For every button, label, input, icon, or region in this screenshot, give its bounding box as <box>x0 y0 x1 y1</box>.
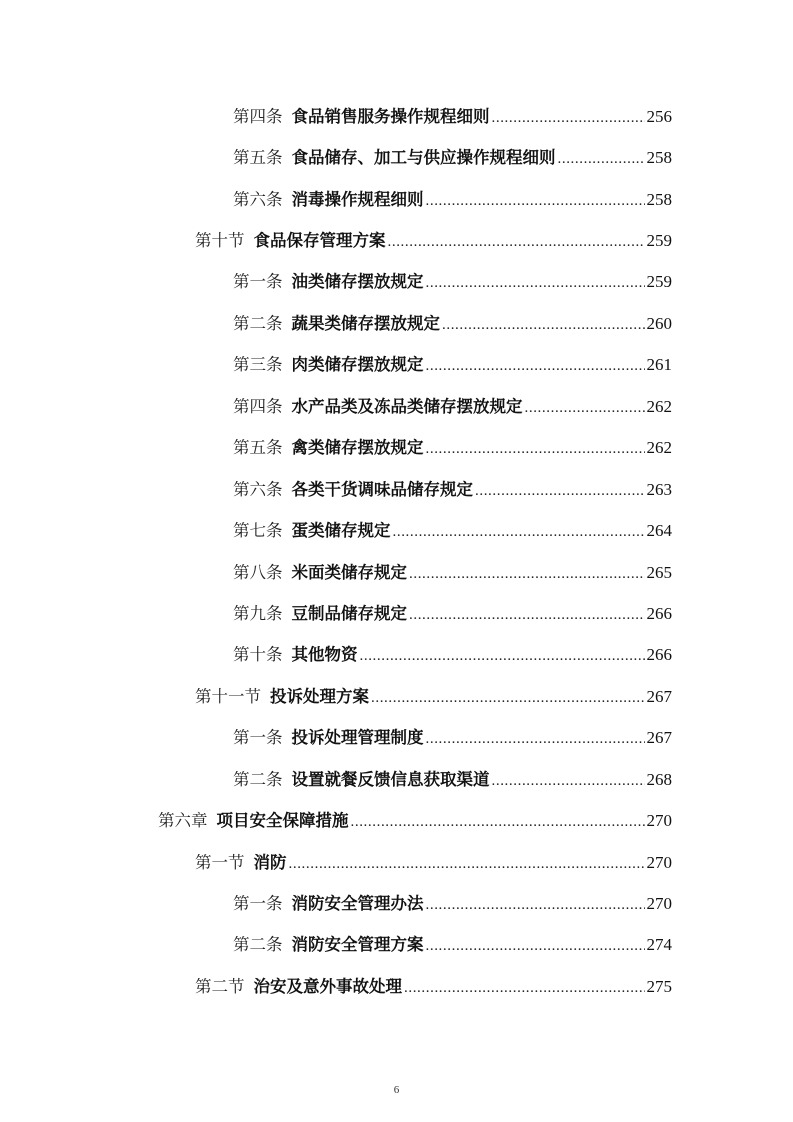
dot-leader <box>475 483 645 500</box>
entry-title: 食品销售服务操作规程细则 <box>291 106 490 126</box>
dot-leader <box>426 358 645 375</box>
toc-entry[interactable] <box>0 260 793 301</box>
entry-page: 260 <box>646 313 672 333</box>
entry-number: 第一节 <box>195 852 245 872</box>
entry-title: 消防 <box>253 852 287 872</box>
entry-number: 第五条 <box>233 148 283 168</box>
entry-number: 第二条 <box>233 935 283 955</box>
dot-leader <box>426 731 645 748</box>
entry-number: 第五条 <box>233 438 283 458</box>
entry-page: 262 <box>646 438 672 458</box>
dot-leader <box>426 275 645 292</box>
entry-title: 米面类储存规定 <box>291 562 407 582</box>
toc-entry[interactable] <box>0 177 793 218</box>
entry-number: 第二节 <box>195 976 245 996</box>
dot-leader <box>351 814 645 831</box>
entry-page: 274 <box>646 935 672 955</box>
dot-leader <box>442 317 645 334</box>
dot-leader <box>426 441 645 458</box>
entry-page: 264 <box>646 521 672 541</box>
entry-title: 蛋类储存规定 <box>291 521 391 541</box>
toc-entry[interactable] <box>0 301 793 342</box>
entry-page: 266 <box>646 603 672 623</box>
entry-page: 266 <box>646 645 672 665</box>
entry-page: 270 <box>646 852 672 872</box>
entry-title: 食品保存管理方案 <box>253 231 386 251</box>
entry-number: 第六章 <box>158 811 208 831</box>
entry-page: 258 <box>646 148 672 168</box>
toc-entry[interactable] <box>0 881 793 922</box>
dot-leader <box>360 648 645 665</box>
entry-title: 蔬果类储存摆放规定 <box>291 313 440 333</box>
dot-leader <box>426 938 645 955</box>
toc-entry[interactable] <box>0 343 793 384</box>
entry-page: 270 <box>646 811 672 831</box>
dot-leader <box>393 524 645 541</box>
entry-page: 275 <box>646 976 672 996</box>
toc-entry[interactable] <box>0 550 793 591</box>
entry-title: 治安及意外事故处理 <box>253 976 402 996</box>
entry-number: 第六条 <box>233 189 283 209</box>
entry-number: 第一条 <box>233 272 283 292</box>
entry-number: 第二条 <box>233 769 283 789</box>
entry-page: 258 <box>646 189 672 209</box>
entry-page: 265 <box>646 562 672 582</box>
entry-number: 第六条 <box>233 479 283 499</box>
entry-page: 262 <box>646 396 672 416</box>
dot-leader <box>371 690 645 707</box>
toc-entry[interactable] <box>0 591 793 632</box>
dot-leader <box>525 400 645 417</box>
entry-number: 第一条 <box>233 894 283 914</box>
dot-leader <box>492 110 645 127</box>
entry-title: 豆制品储存规定 <box>291 603 407 623</box>
entry-page: 270 <box>646 894 672 914</box>
entry-number: 第九条 <box>233 603 283 623</box>
dot-leader <box>289 856 645 873</box>
toc-entry[interactable] <box>0 674 793 715</box>
toc-entry[interactable] <box>0 964 793 1005</box>
entry-number: 第八条 <box>233 562 283 582</box>
entry-title: 消毒操作规程细则 <box>291 189 424 209</box>
entry-page: 263 <box>646 479 672 499</box>
entry-page: 267 <box>646 728 672 748</box>
entry-page: 259 <box>646 272 672 292</box>
entry-title: 其他物资 <box>291 645 358 665</box>
dot-leader <box>426 193 645 210</box>
entry-title: 消防安全管理办法 <box>291 894 424 914</box>
entry-number: 第十一节 <box>195 686 261 706</box>
toc-entry[interactable] <box>0 798 793 839</box>
entry-page: 259 <box>646 231 672 251</box>
entry-number: 第四条 <box>233 106 283 126</box>
entry-page: 268 <box>646 769 672 789</box>
dot-leader <box>426 897 645 914</box>
toc-entry[interactable] <box>0 923 793 964</box>
toc-entry[interactable] <box>0 94 793 135</box>
entry-number: 第三条 <box>233 355 283 375</box>
dot-leader <box>558 151 645 168</box>
entry-title: 投诉处理方案 <box>270 686 369 706</box>
entry-number: 第一条 <box>233 728 283 748</box>
dot-leader <box>409 607 645 624</box>
toc-entry[interactable] <box>0 633 793 674</box>
entry-page: 256 <box>646 106 672 126</box>
entry-title: 设置就餐反馈信息获取渠道 <box>291 769 490 789</box>
entry-title: 油类储存摆放规定 <box>291 272 424 292</box>
entry-title: 水产品类及冻品类储存摆放规定 <box>291 396 523 416</box>
toc-entry[interactable] <box>0 716 793 757</box>
dot-leader <box>492 773 645 790</box>
entry-title: 项目安全保障措施 <box>216 811 349 831</box>
toc-entry[interactable] <box>0 467 793 508</box>
toc-entry[interactable] <box>0 840 793 881</box>
toc-entry[interactable] <box>0 757 793 798</box>
entry-number: 第四条 <box>233 396 283 416</box>
page-number: 6 <box>393 1084 400 1096</box>
entry-title: 各类干货调味品储存规定 <box>291 479 473 499</box>
toc-entry[interactable] <box>0 135 793 176</box>
entry-title: 消防安全管理方案 <box>291 935 424 955</box>
table-of-contents <box>0 94 793 1006</box>
dot-leader <box>388 234 645 251</box>
entry-number: 第十节 <box>195 231 245 251</box>
entry-title: 肉类储存摆放规定 <box>291 355 424 375</box>
entry-title: 禽类储存摆放规定 <box>291 438 424 458</box>
entry-number: 第二条 <box>233 313 283 333</box>
entry-number: 第十条 <box>233 645 283 665</box>
toc-entry[interactable] <box>0 218 793 259</box>
entry-page: 267 <box>646 686 672 706</box>
entry-number: 第七条 <box>233 521 283 541</box>
toc-entry[interactable] <box>0 384 793 425</box>
entry-title: 投诉处理管理制度 <box>291 728 424 748</box>
entry-page: 261 <box>646 355 672 375</box>
toc-entry[interactable] <box>0 426 793 467</box>
dot-leader <box>409 566 645 583</box>
entry-title: 食品储存、加工与供应操作规程细则 <box>291 148 556 168</box>
toc-entry[interactable] <box>0 508 793 549</box>
dot-leader <box>404 980 645 997</box>
